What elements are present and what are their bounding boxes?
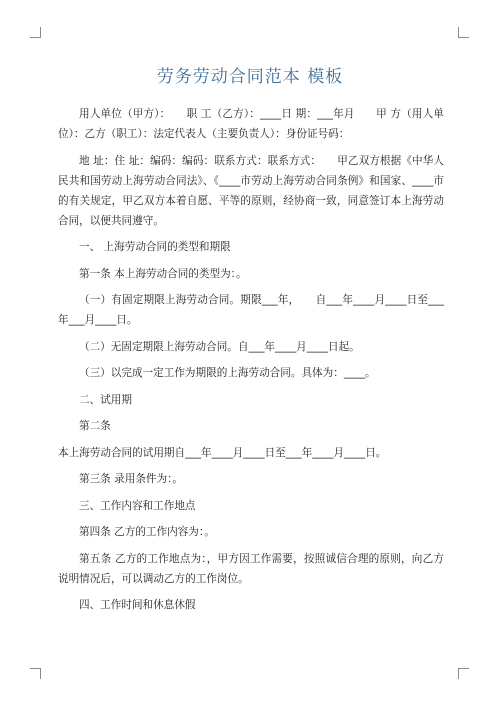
document-body (58, 104, 444, 622)
section-heading-type-term: 一、 上海劳动合同的类型和期限 (79, 241, 231, 253)
section-heading-hours: 四、工作时间和休息休假 (79, 599, 196, 611)
article-3: 第三条 录用条件为：。 (79, 473, 184, 485)
article-4: 第四条 乙方的工作内容为：。 (79, 526, 215, 538)
article-2-text: 本上海劳动合同的试用期自___年____月____日至___年____月____日。 (58, 446, 387, 459)
article-1-item-1: （一）有固定期限上海劳动合同。期限___年， 自___年____月____日至___年___月____日。 (58, 294, 444, 326)
paragraph-address-preamble: 地 址：住 址：编码：编码：联系方式：联系方式： 甲乙双方根据《中华人民共和国劳动上海劳动合同法》、《____市劳动上海劳动合同条例》和国家、____市的有关规定，甲乙双方本着自愿、平等的原则，经协商一致，同意签订本上海劳动合同，以便共同遵守。 (58, 154, 444, 227)
crop-mark-top-right (458, 27, 469, 38)
paragraph-parties: 用人单位（甲方）： 职 工（乙方）：____日 期：___年月 甲 方（用人单位）：乙方（职工）：法定代表人（主要负责人）：身份证号码： (58, 108, 444, 140)
crop-mark-bottom-right (458, 668, 469, 679)
article-1-item-2: （二）无固定期限上海劳动合同。自___年____月____日起。 (79, 340, 360, 353)
crop-mark-top-left (30, 27, 41, 38)
crop-mark-bottom-left (30, 668, 41, 679)
document-title: 劳务劳动合同范本 模板 (156, 67, 344, 87)
article-1-item-3: （三）以完成一定工作为期限的上海劳动合同。具体为：____。 (79, 367, 376, 379)
article-1: 第一条 本上海劳动合同的类型为：。 (79, 267, 247, 280)
section-heading-probation: 二、试用期 (79, 393, 132, 406)
article-2-heading: 第二条 (79, 420, 111, 432)
section-heading-work: 三、工作内容和工作地点 (79, 499, 196, 512)
article-5: 第五条 乙方的工作地点为：，甲方因工作需要，按照诚信合理的原则，向乙方说明情况后，可以调动乙方的工作岗位。 (58, 552, 444, 585)
